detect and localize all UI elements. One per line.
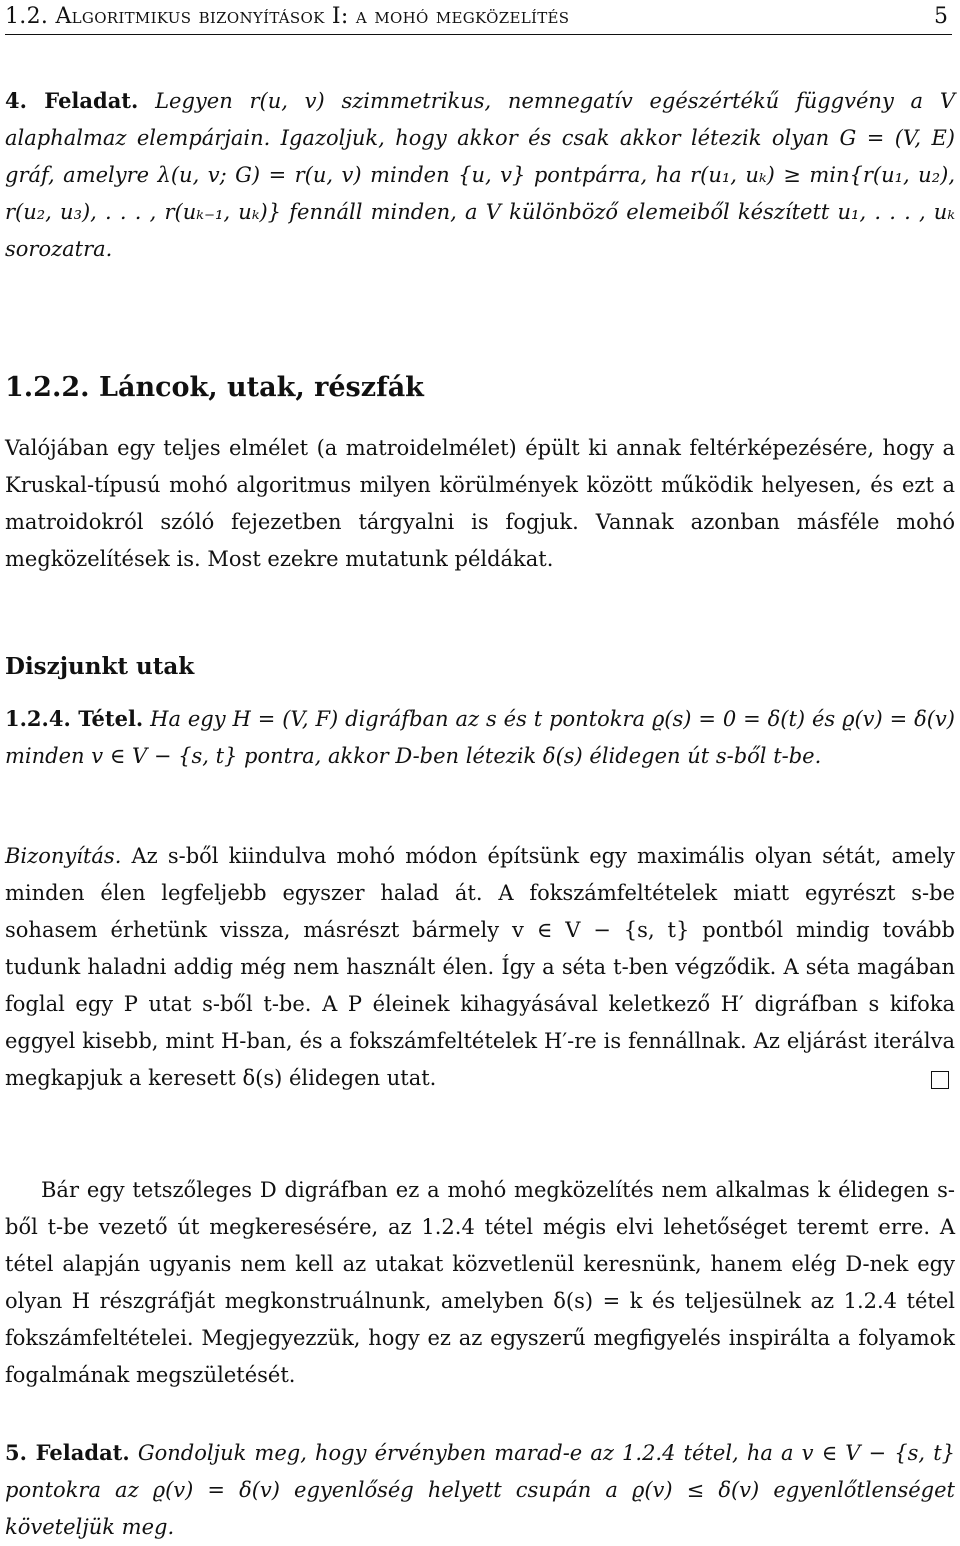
running-header-title: 1.2. Algoritmikus bizonyítások I: a mohó megközelítés — [5, 4, 570, 29]
exercise-4-text: Legyen r(u, v) szimmetrikus, nemnegatív egészértékű függvény a V alaphalmaz elempárjain. Igazoljuk, hogy akkor és csak akkor létezik olyan G = (V, E) gráf, amelyre λ(u, v; G) = r(u, v) minden {u, v} pontpárra, ha r(u₁, uₖ) ≥ min{r(u₁, u₂), r(u₂, u₃), . . . , r(uₖ₋₁, uₖ)} fennáll minden, a V különböző elemeiből készített u₁, . . . , uₖ sorozatra. — [5, 89, 955, 261]
proof-text: Az s-ből kiindulva mohó módon építsünk egy maximális olyan sétát, amely minden élen legfeljebb egyszer halad át. A fokszámfeltételek miatt egyrészt s-be sohasem érhetünk vissza, másrészt bármely v ∈ V − {s, t} pontból mindig tovább tudunk haladni addig még nem használt élen. Így a séta t-ben végződik. A séta magában foglal egy P utat s-ből t-be. A P éleinek kihagyásával keletkező H′ digráfban s kifoka eggyel kisebb, mint H-ban, és a fokszámfeltételek H′-re is fennállnak. Az eljárást iterálva megkapjuk a keresett δ(s) élidegen utat. — [5, 844, 955, 1090]
subsection-title: Diszjunkt utak — [5, 653, 195, 680]
exercise-4 — [5, 82, 955, 268]
section-title: Láncok, utak, részfák — [98, 372, 424, 403]
remark-paragraph: Bár egy tetszőleges D digráfban ez a mohó megközelítés nem alkalmas k élidegen s-ből t-be vezető út megkeresésére, az 1.2.4 tétel mégis elvi lehetőséget teremt erre. A tétel alapján ugyanis nem kell az utakat közvetlenül keresnünk, hanem elég D-nek egy olyan H részgráfját megkonstruálnunk, amelyben δ(s) = k és teljesülnek az 1.2.4 tétel fokszámfeltételei. Megjegyezzük, hogy ez az egyszerű megfigyelés inspirálta a folyamok fogalmának megszületését. — [5, 1178, 955, 1387]
exercise-5 — [5, 1434, 955, 1546]
proof — [5, 838, 955, 1097]
proof-label: Bizonyítás. — [5, 844, 122, 868]
section-number: 1.2.2. — [5, 372, 90, 403]
section-heading — [5, 368, 955, 408]
qed-square-icon — [931, 1071, 949, 1089]
theorem-label: 1.2.4. Tétel. — [5, 706, 144, 731]
theorem-text: Ha egy H = (V, F) digráfban az s és t pontokra ϱ(s) = 0 = δ(t) és ϱ(v) = δ(v) minden v ∈ V − {s, t} pontra, akkor D-ben létezik δ(s) élidegen út s-ből t-be. — [5, 707, 955, 768]
theorem — [5, 700, 955, 775]
exercise-4-label: 4. Feladat. — [5, 88, 139, 113]
running-header — [5, 2, 952, 35]
exercise-5-text: Gondoljuk meg, hogy érvényben marad-e az 1.2.4 tétel, ha a v ∈ V − {s, t} pontokra az ϱ(v) = δ(v) egyenlőség helyett csupán a ϱ(v) ≤ δ(v) egyenlőtlenséget követeljük meg. — [5, 1441, 955, 1539]
intro-paragraph: Valójában egy teljes elmélet (a matroidelmélet) épült ki annak feltérképezésére, hogy a Kruskal-típusú mohó algoritmus milyen körülmények között működik helyesen, és ezt a matroidokról szóló fejezetben tárgyalni is fogjuk. Vannak azonban másféle mohó megközelítések is. Most ezekre mutatunk példákat. — [5, 436, 955, 571]
exercise-5-label: 5. Feladat. — [5, 1440, 130, 1465]
page-number: 5 — [934, 4, 948, 29]
